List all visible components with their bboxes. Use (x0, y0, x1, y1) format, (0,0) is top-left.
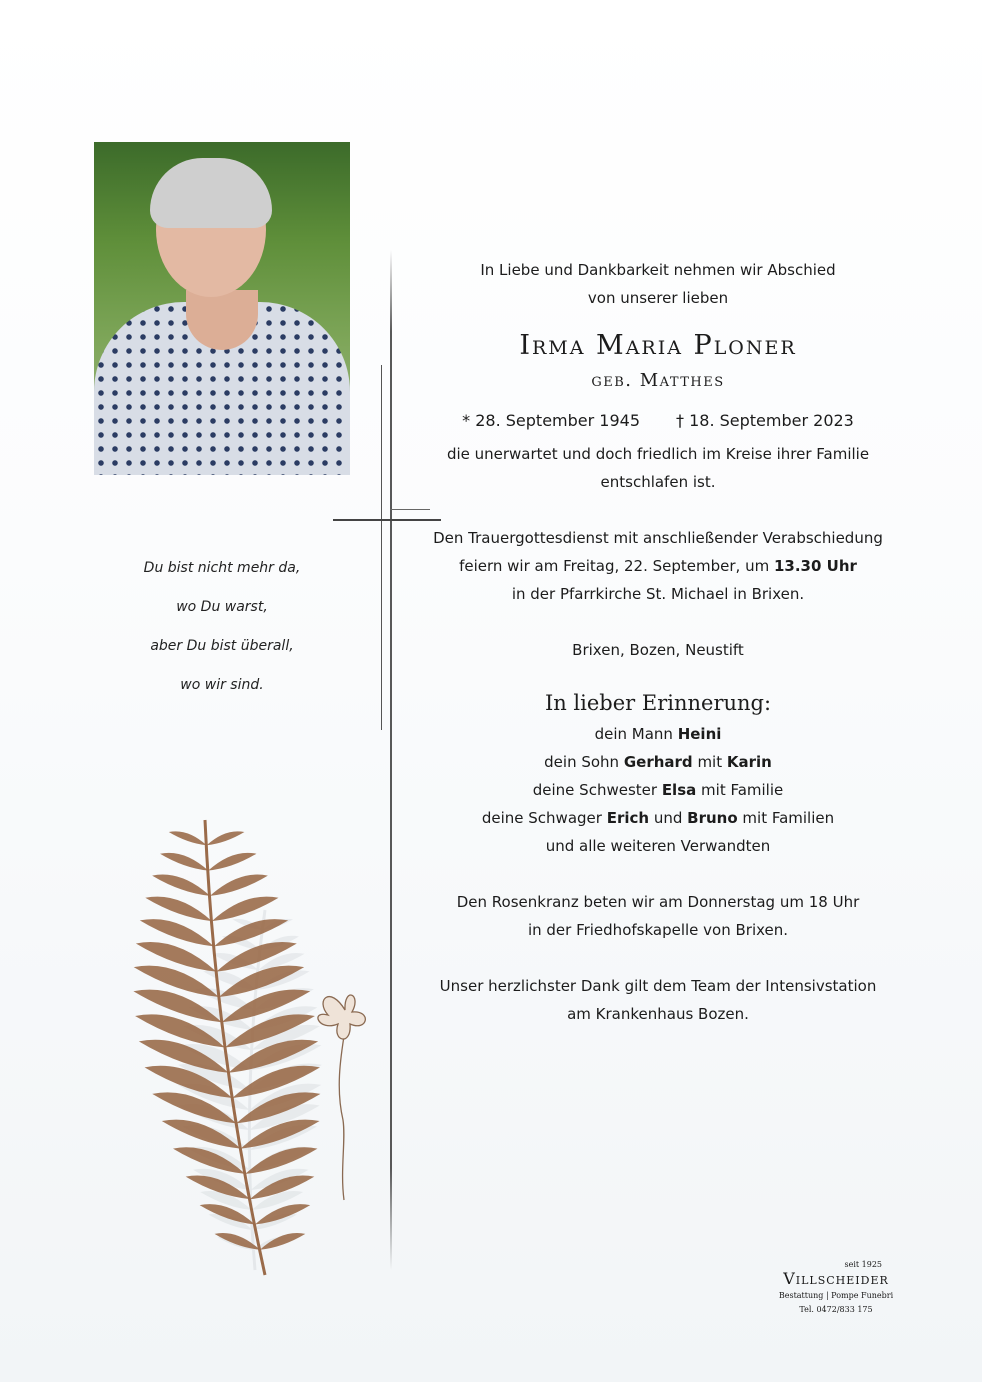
intro-line: In Liebe und Dankbarkeit nehmen wir Abschied (480, 261, 836, 279)
service-line (420, 552, 896, 580)
mourner-line (420, 720, 896, 748)
spacer (420, 608, 896, 636)
mourner-line (420, 804, 896, 832)
thanks-line: Unser herzlichster Dank gilt dem Team der Intensivstation (439, 977, 877, 995)
mourner-line (420, 748, 896, 776)
intro-line: von unserer lieben (587, 289, 729, 307)
places-line: Brixen, Bozen, Neustift (572, 641, 744, 659)
verse-line: wo wir sind. (180, 677, 264, 693)
mourner-relation: deine Schwester (532, 781, 662, 799)
logo-brand: Villscheider (783, 1269, 889, 1288)
logo-since: seit 1925 (844, 1260, 882, 1269)
death-date: † 18. September 2023 (676, 411, 854, 430)
clover-flower-icon (318, 995, 365, 1200)
birth-date: * 28. September 1945 (462, 411, 640, 430)
mourner-name: Elsa (661, 781, 697, 799)
mourner-relation: deine Schwager (481, 809, 607, 827)
verse-line: aber Du bist überall, (150, 638, 294, 654)
mourner-name: Erich (606, 809, 650, 827)
cross-vertical-line-secondary (381, 365, 382, 730)
mourner-name: Karin (726, 753, 772, 771)
fern-leaf-icon (133, 820, 320, 1275)
maiden-name: geb. Matthes (591, 370, 725, 391)
mourner-relation: dein Sohn (544, 753, 624, 771)
logo-subtitle: Bestattung | Pompe Funebri (778, 1291, 894, 1300)
portrait-hair (150, 158, 272, 228)
spacer (420, 860, 896, 888)
service-date: feiern wir am Freitag, 22. September, um (459, 557, 774, 575)
mourner-line (420, 776, 896, 804)
funeral-home-logo (760, 1260, 912, 1318)
mourner-connector: mit Familien (737, 809, 835, 827)
mourner-relation: dein Mann (594, 725, 678, 743)
life-dates (420, 402, 896, 440)
rosary-line: Den Rosenkranz beten wir am Donnerstag um 18 Uhr (456, 893, 860, 911)
fern-illustration (40, 810, 420, 1290)
deceased-name: Irma Maria Ploner (519, 330, 797, 361)
spacer (420, 664, 896, 680)
spacer (420, 944, 896, 972)
mourner-name: Heini (677, 725, 722, 743)
mourner-name: Bruno (687, 809, 738, 827)
mourner-name: Gerhard (623, 753, 693, 771)
rosary-line: in der Friedhofskapelle von Brixen. (527, 921, 789, 939)
memory-heading: In lieber Erinnerung: (544, 691, 772, 715)
mourner-connector: mit (692, 753, 727, 771)
passing-line: die unerwartet und doch friedlich im Kreise ihrer Familie (446, 445, 870, 463)
passing-line: entschlafen ist. (600, 473, 716, 491)
logo-phone: Tel. 0472/833 175 (799, 1305, 873, 1314)
mourner-line: und alle weiteren Verwandten (545, 837, 771, 855)
verse-line: Du bist nicht mehr da, (143, 560, 301, 576)
portrait-photo (94, 142, 350, 475)
thanks-line: am Krankenhaus Bozen. (567, 1005, 749, 1023)
obituary-text (420, 256, 896, 1028)
mourner-connector: mit Familie (696, 781, 784, 799)
service-line: in der Pfarrkirche St. Michael in Brixen. (511, 585, 805, 603)
memorial-verse (100, 549, 344, 705)
verse-line: wo Du warst, (176, 599, 268, 615)
service-line: Den Trauergottesdienst mit anschließender Verabschiedung (433, 529, 883, 547)
mourner-connector: und (649, 809, 688, 827)
service-time: 13.30 Uhr (773, 557, 857, 575)
spacer (420, 496, 896, 524)
